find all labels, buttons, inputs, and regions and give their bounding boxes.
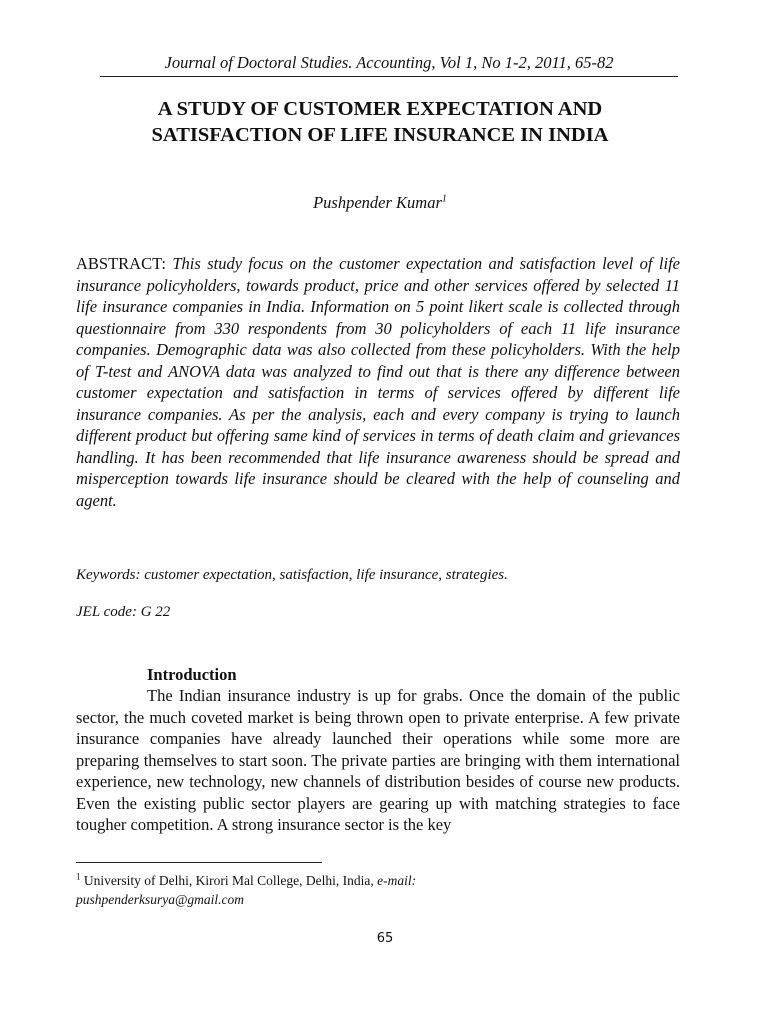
abstract-label: ABSTRACT: xyxy=(76,254,166,273)
article-title xyxy=(80,96,680,148)
article-title-line-2: SATISFACTION OF LIFE INSURANCE IN INDIA xyxy=(151,124,609,146)
footnote xyxy=(76,871,680,909)
footnote-email: pushpenderksurya@gmail.com xyxy=(76,892,245,907)
introduction-paragraph: The Indian insurance industry is up for grabs. Once the domain of the public sector, the much coveted market is being thrown open to private enterprise. A few private insurance companies have already launched their operations while some more are preparing themselves to start soon. The private parties are bringing with them international experience, new technology, new channels of distribution besides of course new products. Even the existing public sector players are gearing up with matching strategies to face tougher competition. A strong insurance sector is the key xyxy=(76,686,680,834)
introduction-heading: Introduction xyxy=(147,665,237,684)
article-title-line-1: A STUDY OF CUSTOMER EXPECTATION AND xyxy=(157,98,603,120)
abstract xyxy=(76,253,680,511)
author-footnote-mark: 1 xyxy=(441,193,447,205)
footnote-email-label: e-mail: xyxy=(377,873,417,888)
footnote-divider xyxy=(76,862,322,863)
author-name: Pushpender Kumar xyxy=(313,193,442,212)
author-line xyxy=(80,192,680,214)
footnote-affiliation: University of Delhi, Kirori Mal College, Delhi, India, xyxy=(83,873,374,888)
abstract-text: This study focus on the customer expectation and satisfaction level of life insurance policyholders, towards product, price and other services offered by selected 11 life insurance companies in India. Information on 5 point likert scale is collected through questionnaire from 330 respondents from 30 policyholders of each 11 life insurance companies. Demographic data was also collected from these policyholders. With the help of T-test and ANOVA data was analyzed to find out that is there any difference between customer expectation and satisfaction in terms of services offered by different life insurance companies. As per the analysis, each and every company is trying to launch different product but offering same kind of services in terms of death claim and grievances handling. It has been recommended that life insurance awareness should be spread and misperception towards life insurance should be cleared with the help of counseling and agent. xyxy=(76,254,680,510)
footnote-mark: 1 xyxy=(76,871,81,882)
page-number: 65 xyxy=(376,931,394,946)
jel-code: JEL code: G 22 xyxy=(76,604,171,620)
keywords: Keywords: customer expectation, satisfaction, life insurance, strategies. xyxy=(76,567,508,583)
running-header: Journal of Doctoral Studies. Accounting, Vol 1, No 1-2, 2011, 65-82 xyxy=(100,52,678,77)
